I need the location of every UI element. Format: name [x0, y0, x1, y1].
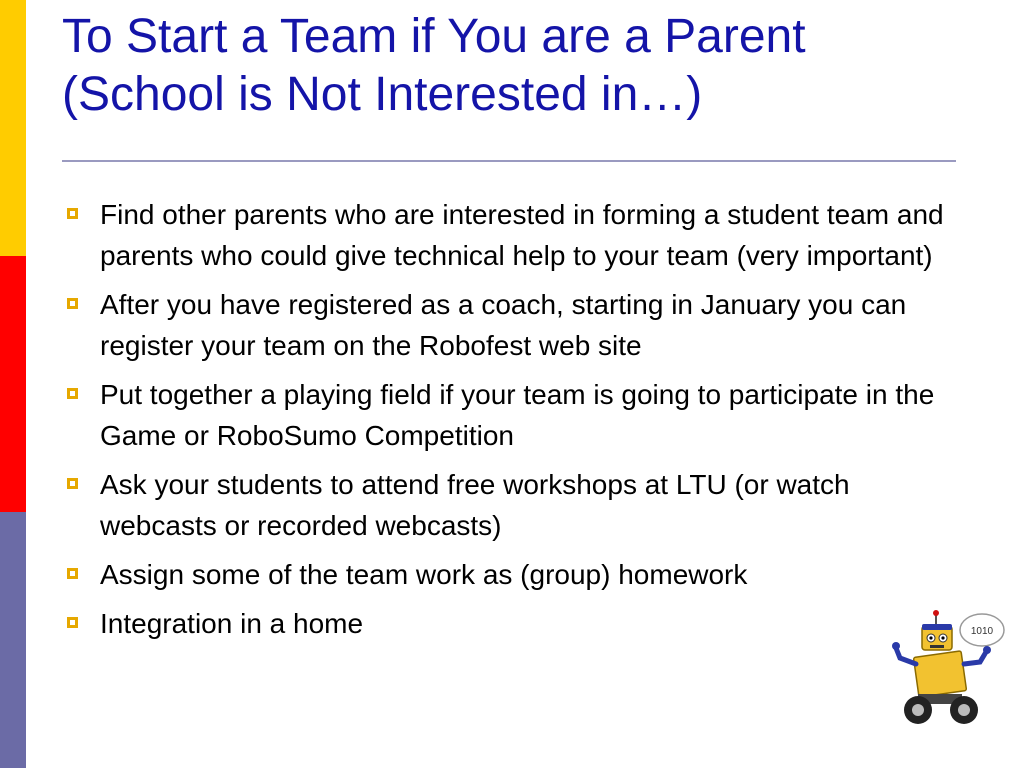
bullet-item	[62, 194, 962, 276]
title-line-2: (School is Not Interested in…)	[62, 68, 703, 121]
bullet-text: After you have registered as a coach, starting in January you can register your team on the Robofest web site	[100, 289, 907, 361]
stripe-purple	[0, 512, 26, 768]
bullet-text: Assign some of the team work as (group) homework	[100, 559, 748, 590]
bullet-list	[62, 194, 962, 652]
speech-bubble-text: 1010	[970, 626, 994, 637]
slide-title	[62, 8, 1002, 124]
square-bullet-icon	[67, 568, 78, 579]
antenna-light	[933, 610, 939, 616]
bullet-item	[62, 284, 962, 366]
bullet-item	[62, 603, 962, 644]
square-bullet-icon	[67, 298, 78, 309]
stripe-yellow	[0, 0, 26, 256]
title-line-1: To Start a Team if You are a Parent	[62, 10, 806, 63]
bullet-item	[62, 464, 962, 546]
square-bullet-icon	[67, 388, 78, 399]
bullet-text: Find other parents who are interested in forming a student team and parents who could give technical help to your team (very important)	[100, 199, 944, 271]
bullet-item	[62, 374, 962, 456]
square-bullet-icon	[67, 478, 78, 489]
stripe-red	[0, 256, 26, 512]
square-bullet-icon	[67, 208, 78, 219]
title-divider	[62, 160, 956, 162]
bullet-item	[62, 554, 962, 595]
square-bullet-icon	[67, 617, 78, 628]
bullet-text: Ask your students to attend free workshops at LTU (or watch webcasts or recorded webcasts)	[100, 469, 850, 541]
robot-mascot-icon	[888, 604, 1008, 734]
bullet-text: Integration in a home	[100, 608, 364, 639]
bullet-text: Put together a playing field if your team is going to participate in the Game or RoboSumo Competition	[100, 379, 935, 451]
